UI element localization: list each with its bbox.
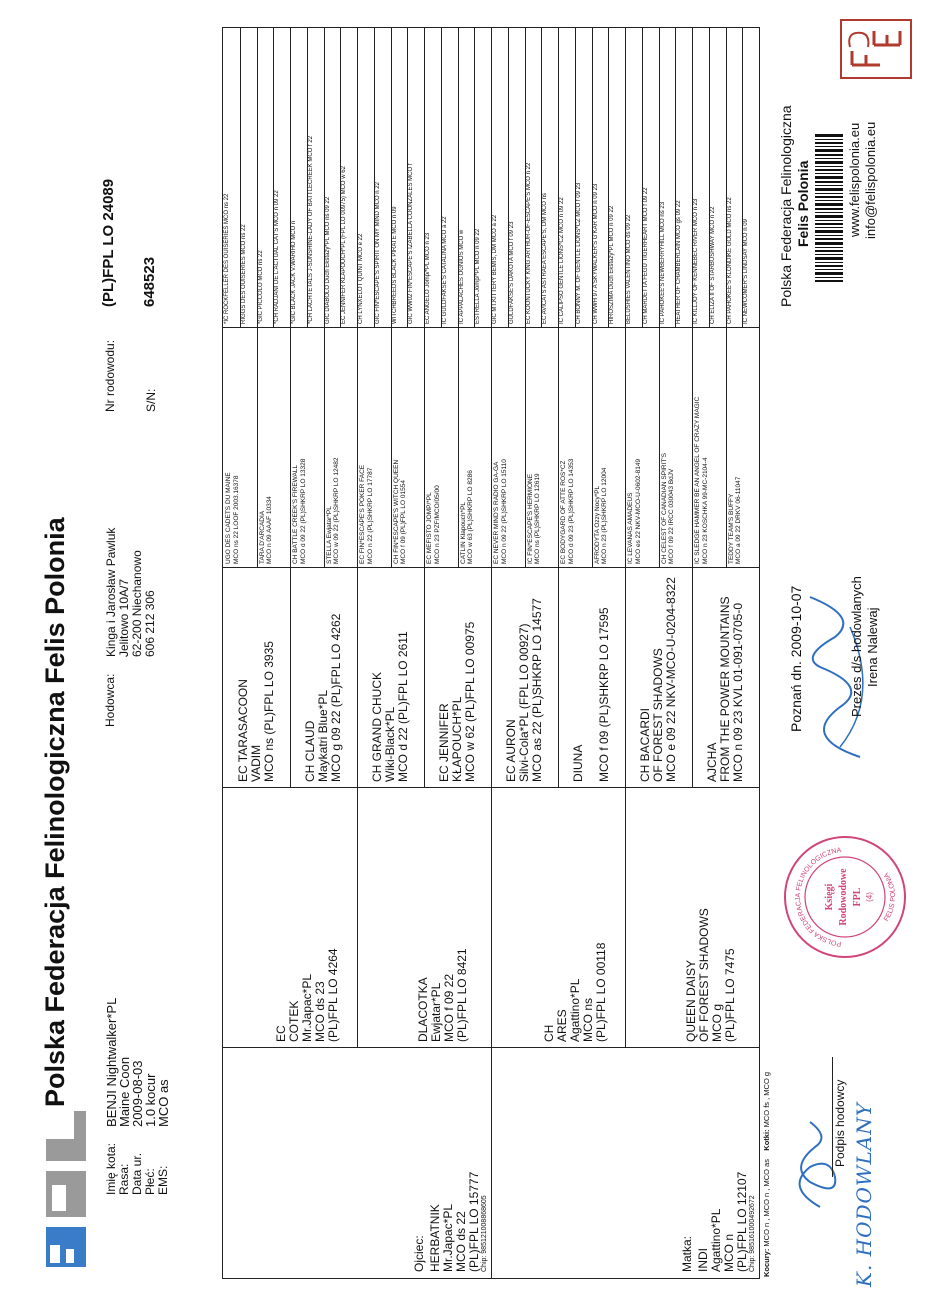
- offspring-line: [762, 1072, 771, 1277]
- stamp-center-line2: Rodowodowe: [838, 868, 849, 926]
- ancestor-cell: [391, 328, 425, 568]
- breeder-signature-caption: Podpis hodowcy: [833, 1079, 847, 1167]
- ancestor-cell: [340, 28, 357, 328]
- ancestor-name: TARA D'ARCADIA MCO n 09 AAAF 10334: [258, 496, 273, 564]
- grid-divider: [558, 28, 559, 788]
- stamp-text-top: POLSKA FEDERACJA FELINOLOGICZNA: [794, 847, 842, 947]
- org-name: Polska Federacja Felinologiczna: [778, 105, 794, 307]
- grid-divider: [307, 28, 308, 328]
- grid-divider: [324, 28, 325, 568]
- males-label: Kocury:: [762, 1248, 771, 1277]
- grid-divider: [357, 28, 358, 1048]
- grid-divider: [742, 28, 743, 328]
- ancestor-name: GIC WW02 FIN*ESCAPE'S IZABELLA COONZALES MCO f: [408, 163, 415, 324]
- ancestor-name: IC SLEDGE HAMMER BE AN ANGEL OF CRAZY MAGIC MCO n 23 KOSCHKA 99-MC-2104-4: [694, 396, 709, 564]
- ancestor-name: *GIC BLACK JACK V.WARIHO MCO n: [291, 220, 297, 324]
- grid-divider: [625, 28, 626, 1048]
- great-grandparent-name: EC JENNIFER KŁAPOUCH*PL MCO w 62 (PL)FPL LO 00975: [437, 621, 477, 782]
- ancestor-cell: [592, 328, 626, 568]
- mother-name: INDI Agattino*PL MCO n (PL)FPL LO 12107: [696, 1171, 749, 1272]
- ancestor-cell: [374, 28, 391, 328]
- great-grandparent-name: CH CLAUD Maykatri Blue*PL MCO g 09 22 (PL)FPL LO 4262: [303, 613, 343, 782]
- ancestor-cell: [625, 28, 642, 328]
- ancestor-cell: [742, 28, 759, 328]
- stamp-center-line1: Księgi: [824, 883, 835, 911]
- grid-divider: [391, 28, 392, 568]
- males-value: MCO n , MCO n , MCO as: [762, 1159, 771, 1247]
- mother-chip: Chip: 985161000492672: [749, 1195, 756, 1272]
- svg-text:POLSKA FEDERACJA FELINOLOGICZN: [795, 847, 842, 947]
- ancestor-name: EC MEFISTO JOMP/*PL MCO n 23 PZF/MCO/05/00: [426, 485, 441, 564]
- grid-divider: [290, 28, 291, 788]
- grid-divider: [726, 28, 727, 568]
- great-grandparent-name: AJCHA FROM THE POWER MOUNTAINS MCO n 09 23 KVL 01-091-0705-0: [705, 596, 745, 782]
- ancestor-name: EC AVICATS ASTRAEA ESCAPE'S, DM MCO ns: [542, 193, 549, 324]
- place-date: Poznań dn. 2009-10-07: [788, 585, 804, 732]
- ancestor-cell: [458, 28, 475, 328]
- ancestor-name: CH FIN*ESCAPE'S WITCH QUEEN MCO f 09 (PL)FPL LO 01554: [392, 459, 407, 564]
- ancestor-cell: [608, 28, 625, 328]
- ancestor-name: GIC FIN*ESCAPE'S SPIRIT ON MY MIND MCO n 22: [374, 182, 381, 324]
- ancestor-cell: [357, 28, 374, 328]
- great-grandparent-cell: [424, 568, 491, 788]
- ancestor-name: GIC MT.KITTERY BEMIS, DM MCO a 22: [492, 214, 498, 324]
- great-grandparent-cell: [290, 568, 357, 788]
- cat-info-labels: Imię kota: Rasa: Data ur. Płeć: EMS:: [104, 1142, 170, 1195]
- ancestor-cell: [575, 28, 592, 328]
- ancestor-name: *CH LACHTETALS J-SUNSHINE-LADY OF BATTLECREEK MCO f 22: [307, 135, 314, 324]
- ancestor-cell: [659, 28, 676, 328]
- fife-logo: [840, 19, 912, 79]
- ancestor-name: CH WWH 97 A'SKYWALKER'S G'KAR MCO n 09 23: [592, 183, 599, 324]
- ancestor-name: STELLA Ewjatar*PL MCO w 09 22 (PL)SHKRP LO 12482: [325, 457, 340, 564]
- ancestor-cell: [240, 28, 257, 328]
- ancestor-cell: [357, 328, 391, 568]
- ancestor-name: UGO DES CADETS DU MAINE MCO ns 22 LOOF 2003.16378: [225, 472, 240, 564]
- ancestor-name: IC APPALACHES OGNIOS MCO w: [458, 229, 465, 324]
- ancestor-cell: [324, 328, 358, 568]
- grandparent-cell: [223, 788, 357, 1048]
- email[interactable]: info@felispolonia.eu: [863, 121, 878, 239]
- fpl-logo: [42, 1107, 90, 1267]
- mother-label: Matka:: [680, 1235, 694, 1272]
- ancestor-name: CH MARDETTA FEGU TIGERHEART MCO f 09 22: [642, 187, 649, 324]
- grandparent-name: EC COTEK Mr.Japac*PL MCO ds 23 (PL)FPL LO 4264: [274, 948, 340, 1042]
- ancestor-cell: [491, 28, 508, 328]
- stamp-center-line3: FPL: [852, 887, 863, 907]
- ancestor-name: IC KILLJOY OF KENNEBEC RIVER MCO n 23: [693, 198, 699, 324]
- grid-divider: [692, 28, 693, 788]
- ancestor-name: EC NEVER MIND'S RADIO GA-GA MCO n 09 22 (PL)SHKRP LO 15110: [493, 459, 508, 564]
- great-grandparent-cell: [491, 568, 558, 788]
- great-grandparent-cell: [558, 568, 625, 788]
- page-title: Polska Federacja Felinologiczna Felis Polonia: [40, 517, 70, 1107]
- ancestor-name: EC KOONTUCKY KING ARTHUR-OF-ESCAPE'S MCO n 22: [525, 162, 532, 324]
- ancestor-cell: [508, 28, 525, 328]
- ancestor-name: CH ELIZA II OF STARBUSHWAY MCO n 22: [709, 206, 716, 324]
- ancestor-cell: [675, 28, 692, 328]
- ancestor-name: HIROSZIMA Duch Ekstazy*PL MCO n 09 22: [609, 205, 616, 324]
- ancestor-cell: [273, 28, 290, 328]
- grid-divider: [240, 28, 241, 328]
- great-grandparent-name: DIUNA MCO f 09 (PL)SHKRP LO 17595: [571, 607, 611, 782]
- ancestor-name: *GIC PICCOLO MCO ns 22: [257, 250, 264, 324]
- ancestor-cell: [441, 28, 458, 328]
- ancestor-name: CH PAHOKEE'S KLONDIKE GOLD MCO ns 22: [726, 197, 733, 324]
- ancestor-cell: [290, 28, 307, 328]
- ancestor-cell: [659, 328, 693, 568]
- grid-divider: [575, 28, 576, 328]
- ancestor-cell: [726, 328, 760, 568]
- ancestor-name: *IC ROCKFELLER DES OUISERIES MCO ns 22: [224, 193, 230, 324]
- father-name: HERBATNIK Mr.Japac*PL MCO ds 22 (PL)FPL LO 15777: [428, 1171, 481, 1272]
- breeder-label: Hodowca:: [103, 673, 117, 727]
- ancestor-name: EC FIN*ESCAPE'S POKER FACE MCO n 22 (PL)SHKRP LO 17787: [359, 464, 374, 564]
- ancestor-name: IC FIN*ESCAPE'S HERMIONE MCO ns (PL)SHKRP LO 12619: [526, 473, 541, 564]
- grid-divider: [424, 28, 425, 788]
- grid-divider: [407, 28, 408, 328]
- ancestor-name: IC LEVANAS AMADEUS MCO es 22 NKV-MCO-U-0602-8149: [627, 458, 642, 564]
- breeder-value: Kinga i Jarosław Pawluk Jelitowo 10A/7 62-200 Niechanowo 606 212 306: [104, 527, 157, 657]
- great-grandparent-name: EC AURON Silvi-Cola*PL (FPL LO 00927) MCO as 22 (PL)SHKRP LO 14577: [504, 598, 544, 782]
- ancestor-cell: [709, 28, 726, 328]
- females-value: MCO fs , MCO g: [762, 1071, 771, 1128]
- mother-cell: [491, 1048, 759, 1278]
- grandparent-name: QUEEN DAISY OF FOREST SHADOWS MCO g (PL)FPL LO 7475: [684, 908, 737, 1042]
- ancestor-name: WITCHBREEDS BLACK PIRATE MCO n 09: [391, 206, 398, 324]
- ancestor-cell: [257, 28, 274, 328]
- ancestor-name: BELUSHIES VALENTINO MCO ds 09 22: [626, 214, 632, 324]
- ancestor-name: CH BONNY M. OF GENTLE LIONS*CZ MCO f 09 23: [575, 182, 582, 324]
- grid-divider: [340, 28, 341, 328]
- ancestor-cell: [625, 328, 659, 568]
- ancestor-name: CH LYNXELOT QUINT MCO e 22: [358, 233, 364, 324]
- cat-info-values: BENJI Nightwalker*PL Maine Coon 2009-08-03 1.0 kocur MCO as: [104, 997, 171, 1127]
- ancestor-name: EC BODYGARD OF ATTE ROS*CZ MCO d 09 23 (PL)SHKRP LO 14353: [560, 458, 575, 564]
- grandparent-cell: [625, 788, 759, 1048]
- website[interactable]: www.felispolonia.eu: [847, 122, 862, 237]
- ancestor-cell: [726, 28, 743, 328]
- ancestor-name: RIGGS DES OUISERIES MCO ns 22: [240, 224, 247, 324]
- stamp-number: (4): [865, 892, 874, 902]
- ancestor-name: IC CALIPSO GENTLE LIONS*CZ MCO n 09 22: [559, 197, 565, 324]
- ancestor-cell: [692, 328, 726, 568]
- grid-divider: [642, 28, 643, 328]
- ancestor-cell: [223, 328, 257, 568]
- ancestor-cell: [491, 328, 525, 568]
- ancestor-name: EC JENNIFER KŁAPOUCH*PL (FPL LO 00975) MCO w 62: [341, 166, 348, 324]
- grid-divider: [592, 28, 593, 568]
- grid-divider: [458, 28, 459, 568]
- grid-divider: [491, 28, 492, 1278]
- ancestor-name: HEATHER OF CHAMBERLAIN MCO gs 09 22: [676, 200, 683, 324]
- grandparent-name: CH ARES Agattino*PL MCO ns (PL)FPL LO 00118: [542, 942, 608, 1042]
- barcode-graphic: [815, 132, 843, 282]
- ancestor-name: IC GULDFAKSE'S CATALINA MCO a 22: [441, 216, 448, 324]
- ancestor-cell: [525, 328, 559, 568]
- official-stamp: [780, 832, 910, 962]
- reg-number-value: (PL)FPL LO 24089: [100, 178, 117, 307]
- grid-divider: [709, 28, 710, 328]
- father-label: Ojciec:: [412, 1235, 426, 1272]
- serial-value: 648523: [141, 256, 158, 307]
- ancestor-cell: [558, 328, 592, 568]
- ancestor-name: IC PAHOKEE'S NEWBERRYHILL MCO ns 23: [659, 201, 666, 324]
- great-grandparent-cell: [357, 568, 424, 788]
- ancestor-cell: [592, 28, 609, 328]
- ancestor-cell: [692, 28, 709, 328]
- president-name: Irena Nalewaj: [865, 607, 880, 687]
- grid-divider: [374, 28, 375, 328]
- grid-divider: [659, 28, 660, 568]
- grid-divider: [541, 28, 542, 328]
- ancestor-name: GULDFAKSE'S DAKOTA MCO f 09 23: [508, 221, 515, 324]
- president-title: Prezes d/s hodowlanych: [849, 576, 864, 717]
- ancestor-cell: [290, 328, 324, 568]
- ancestor-cell: [558, 28, 575, 328]
- ancestor-cell: [525, 28, 542, 328]
- ancestor-name: ESTRELLA Jomp/*PL MCO n 09 22: [475, 228, 482, 324]
- reg-number-label: Nr rodowodu:: [103, 339, 117, 412]
- ancestor-cell: [541, 28, 558, 328]
- ancestor-name: TEDDY TEAM'S BUFFY MCO a 09 22 DRKV 06-11047: [727, 476, 742, 564]
- ancestor-cell: [257, 328, 291, 568]
- grid-divider: [441, 28, 442, 328]
- ancestor-cell: [324, 28, 341, 328]
- ancestor-name: GIC DIABOLO Duch Ekstazy*PL MCO ns 09 22: [324, 196, 331, 324]
- ancestor-name: *CH RADJANI DE L'ACTUAL CAT'S MCO n 09 22: [274, 190, 281, 324]
- ancestor-cell: [407, 28, 424, 328]
- ancestor-cell: [474, 28, 491, 328]
- great-grandparent-cell: [625, 568, 692, 788]
- ancestor-cell: [424, 28, 441, 328]
- ancestor-cell: [642, 28, 659, 328]
- ancestor-name: CH CELEST OF CANADIAN SPIRIT'S MCO f 09 22 IRCC 030043 BdJV: [660, 453, 675, 564]
- breeder-signature-handwriting: K. HODOWLANY: [852, 1102, 876, 1287]
- grid-divider: [474, 28, 475, 328]
- grid-divider: [525, 28, 526, 568]
- ancestor-name: CH BATTLE CREEK'S FIREWALL MCO d 09 22 (PL)SHKRP LO 13328: [292, 458, 307, 564]
- grid-divider: [675, 28, 676, 328]
- great-grandparent-name: EC TARASACOON VADIM MCO ns (PL)FPL LO 3935: [236, 641, 276, 782]
- females-label: Kotki:: [762, 1129, 771, 1151]
- pedigree-table: [222, 27, 760, 1279]
- ancestor-cell: [458, 328, 492, 568]
- org-subname: Felis Polonia: [795, 160, 811, 247]
- ancestor-name: EC ANGELO Jomp/*PL MCO n 23: [425, 232, 431, 324]
- ancestor-cell: [223, 28, 240, 328]
- great-grandparent-cell: [223, 568, 290, 788]
- grandparent-name: DLACOTKA Ewjatar*PL MCO f 09 22 (PL)FPL LO 8421: [416, 948, 469, 1042]
- ancestor-cell: [307, 28, 324, 328]
- grid-divider: [608, 28, 609, 328]
- great-grandparent-name: CH BACARDI OF FOREST SHADOWS MCO e 09 22 NKV-MCO-U-0204-8322: [638, 577, 678, 782]
- grandparent-cell: [357, 788, 491, 1048]
- ancestor-cell: [424, 328, 458, 568]
- stamp-text-bottom: FELIS POLONIA: [882, 871, 898, 923]
- grid-divider: [273, 28, 274, 328]
- grid-divider: [257, 28, 258, 568]
- grandparent-cell: [491, 788, 625, 1048]
- ancestor-name: IC NEWCOMER'S LINDSAY MCO n 09: [743, 219, 750, 324]
- ancestor-name: CATLIN Kłapouch*PL MCO w 63 (PL)SHKRP LO 8286: [459, 470, 474, 564]
- great-grandparent-name: CH GRAND CHUCK Wiki-Black*PL MCO d 22 (PL)FPL LO 2611: [370, 631, 410, 782]
- great-grandparent-cell: [692, 568, 759, 788]
- serial-label: S/N:: [144, 388, 158, 412]
- father-chip: Chip: 985121008868605: [481, 1195, 488, 1272]
- grid-divider: [508, 28, 509, 328]
- father-cell: [223, 1048, 491, 1278]
- ancestor-name: AFRODYTA Ozzy Nocy*PL MCO n 23 (PL)SHKRP LO 12004: [593, 467, 608, 564]
- ancestor-cell: [391, 28, 408, 328]
